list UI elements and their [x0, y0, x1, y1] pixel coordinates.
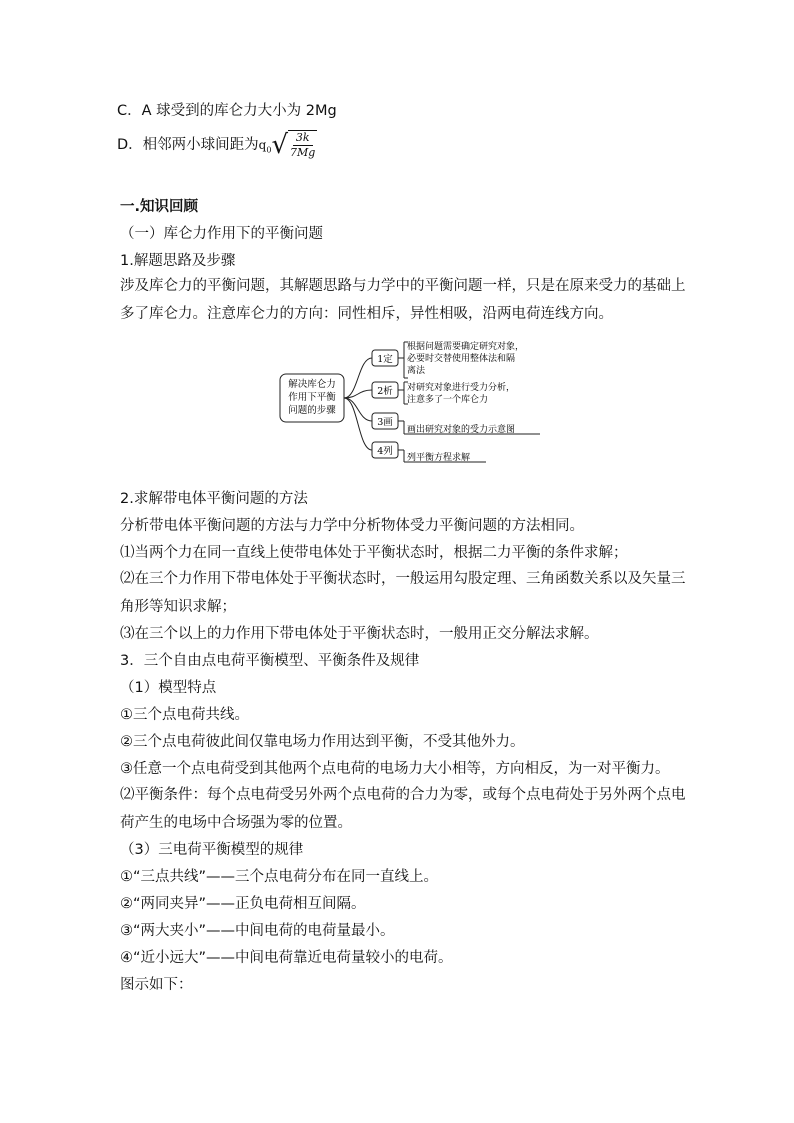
- fraction-denominator: 7Mg: [290, 146, 316, 159]
- step-label-4: 4列: [377, 446, 393, 457]
- option-d-prefix: D．相邻两小球间距为: [117, 137, 259, 153]
- diagram-root-line: 解决库仑力: [288, 379, 336, 390]
- model-feature-3: ③任意一个点电荷受到其他两个点电荷的电场力大小相等，方向相反，为一对平衡力。: [120, 761, 670, 777]
- fraction-numerator: 3k: [293, 131, 313, 146]
- method-p2: ⑵在三个力作用下带电体处于平衡状态时，一般运用勾股定理、三角函数关系以及矢量三角形等知识求解；: [120, 571, 686, 615]
- step-text-3-line-1: 画出研究对象的受力示意图: [407, 425, 516, 435]
- item-1-title: 1.解题思路及步骤: [120, 253, 236, 269]
- step-text-2-line-1: 对研究对象进行受力分析，: [407, 383, 516, 393]
- steps-diagram: [276, 338, 566, 472]
- model-rule-3: ③“两大夹小”——中间电荷的电荷量最小。: [120, 923, 395, 939]
- step-text-4-line-1: 列平衡方程求解: [407, 453, 471, 463]
- item-2-title: 2.求解带电体平衡问题的方法: [120, 491, 308, 507]
- diagram-root-line: 作用下平衡: [288, 392, 336, 403]
- model-condition: ⑵平衡条件：每个点电荷受另外两个点电荷的合力为零，或每个点电荷处于另外两个点电荷产生的电场中合场强为零的位置。: [120, 787, 686, 831]
- step-text-1-line-2: 必要时交替使用整体法和隔: [407, 354, 516, 364]
- q0-symbol: $q_0$: [258, 138, 272, 155]
- model-feature-1: ①三个点电荷共线。: [120, 707, 249, 723]
- step-label-3: 3画: [377, 417, 393, 428]
- diagram-root-line: 问题的步骤: [288, 405, 336, 416]
- section-heading: 一.知识回顾: [120, 199, 199, 215]
- model-rule-1: ①“三点共线”——三个点电荷分布在同一直线上。: [120, 869, 439, 885]
- step-label-1: 1定: [377, 354, 393, 365]
- sqrt-expression: [271, 130, 317, 160]
- step-text-1-line-1: 根据问题需要确定研究对象，: [407, 342, 525, 352]
- item-3-title: 3．三个自由点电荷平衡模型、平衡条件及规律: [120, 653, 420, 669]
- paragraph-1: 涉及库仑力的平衡问题，其解题思路与力学中的平衡问题一样，只是在原来受力的基础上多了库仑力。注意库仑力的方向：同性相斥，异性相吸，沿两电荷连线方向。: [120, 278, 686, 322]
- subsection-1: （一）库仑力作用下的平衡问题: [120, 226, 323, 242]
- model-feature-2: ②三个点电荷彼此间仅靠电场力作用达到平衡，不受其他外力。: [120, 734, 525, 750]
- model-rule-4: ④“近小远大”——中间电荷靠近电荷量较小的电荷。: [120, 950, 453, 966]
- method-p3: ⑶在三个以上的力作用下带电体处于平衡状态时，一般用正交分解法求解。: [120, 626, 599, 642]
- radical-sign: √: [271, 130, 289, 160]
- figure-caption: 图示如下：: [120, 977, 193, 993]
- method-intro: 分析带电体平衡问题的方法与力学中分析物体受力平衡问题的方法相同。: [120, 518, 584, 534]
- step-text-2-line-2: 注意多了一个库仑力: [407, 395, 489, 405]
- option-d: [117, 130, 317, 160]
- method-p1: ⑴当两个力在同一直线上使带电体处于平衡状态时，根据二力平衡的条件求解；: [120, 545, 628, 561]
- step-label-2: 2析: [377, 386, 393, 397]
- model-rules-title: （3）三电荷平衡模型的规律: [120, 842, 304, 858]
- step-text-1-line-3: 离法: [407, 366, 426, 376]
- model-features-title: （1）模型特点: [120, 680, 217, 696]
- option-c: C．A 球受到的库仑力大小为 2Mg: [117, 103, 337, 119]
- model-rule-2: ②“两同夹异”——正负电荷相互间隔。: [120, 896, 366, 912]
